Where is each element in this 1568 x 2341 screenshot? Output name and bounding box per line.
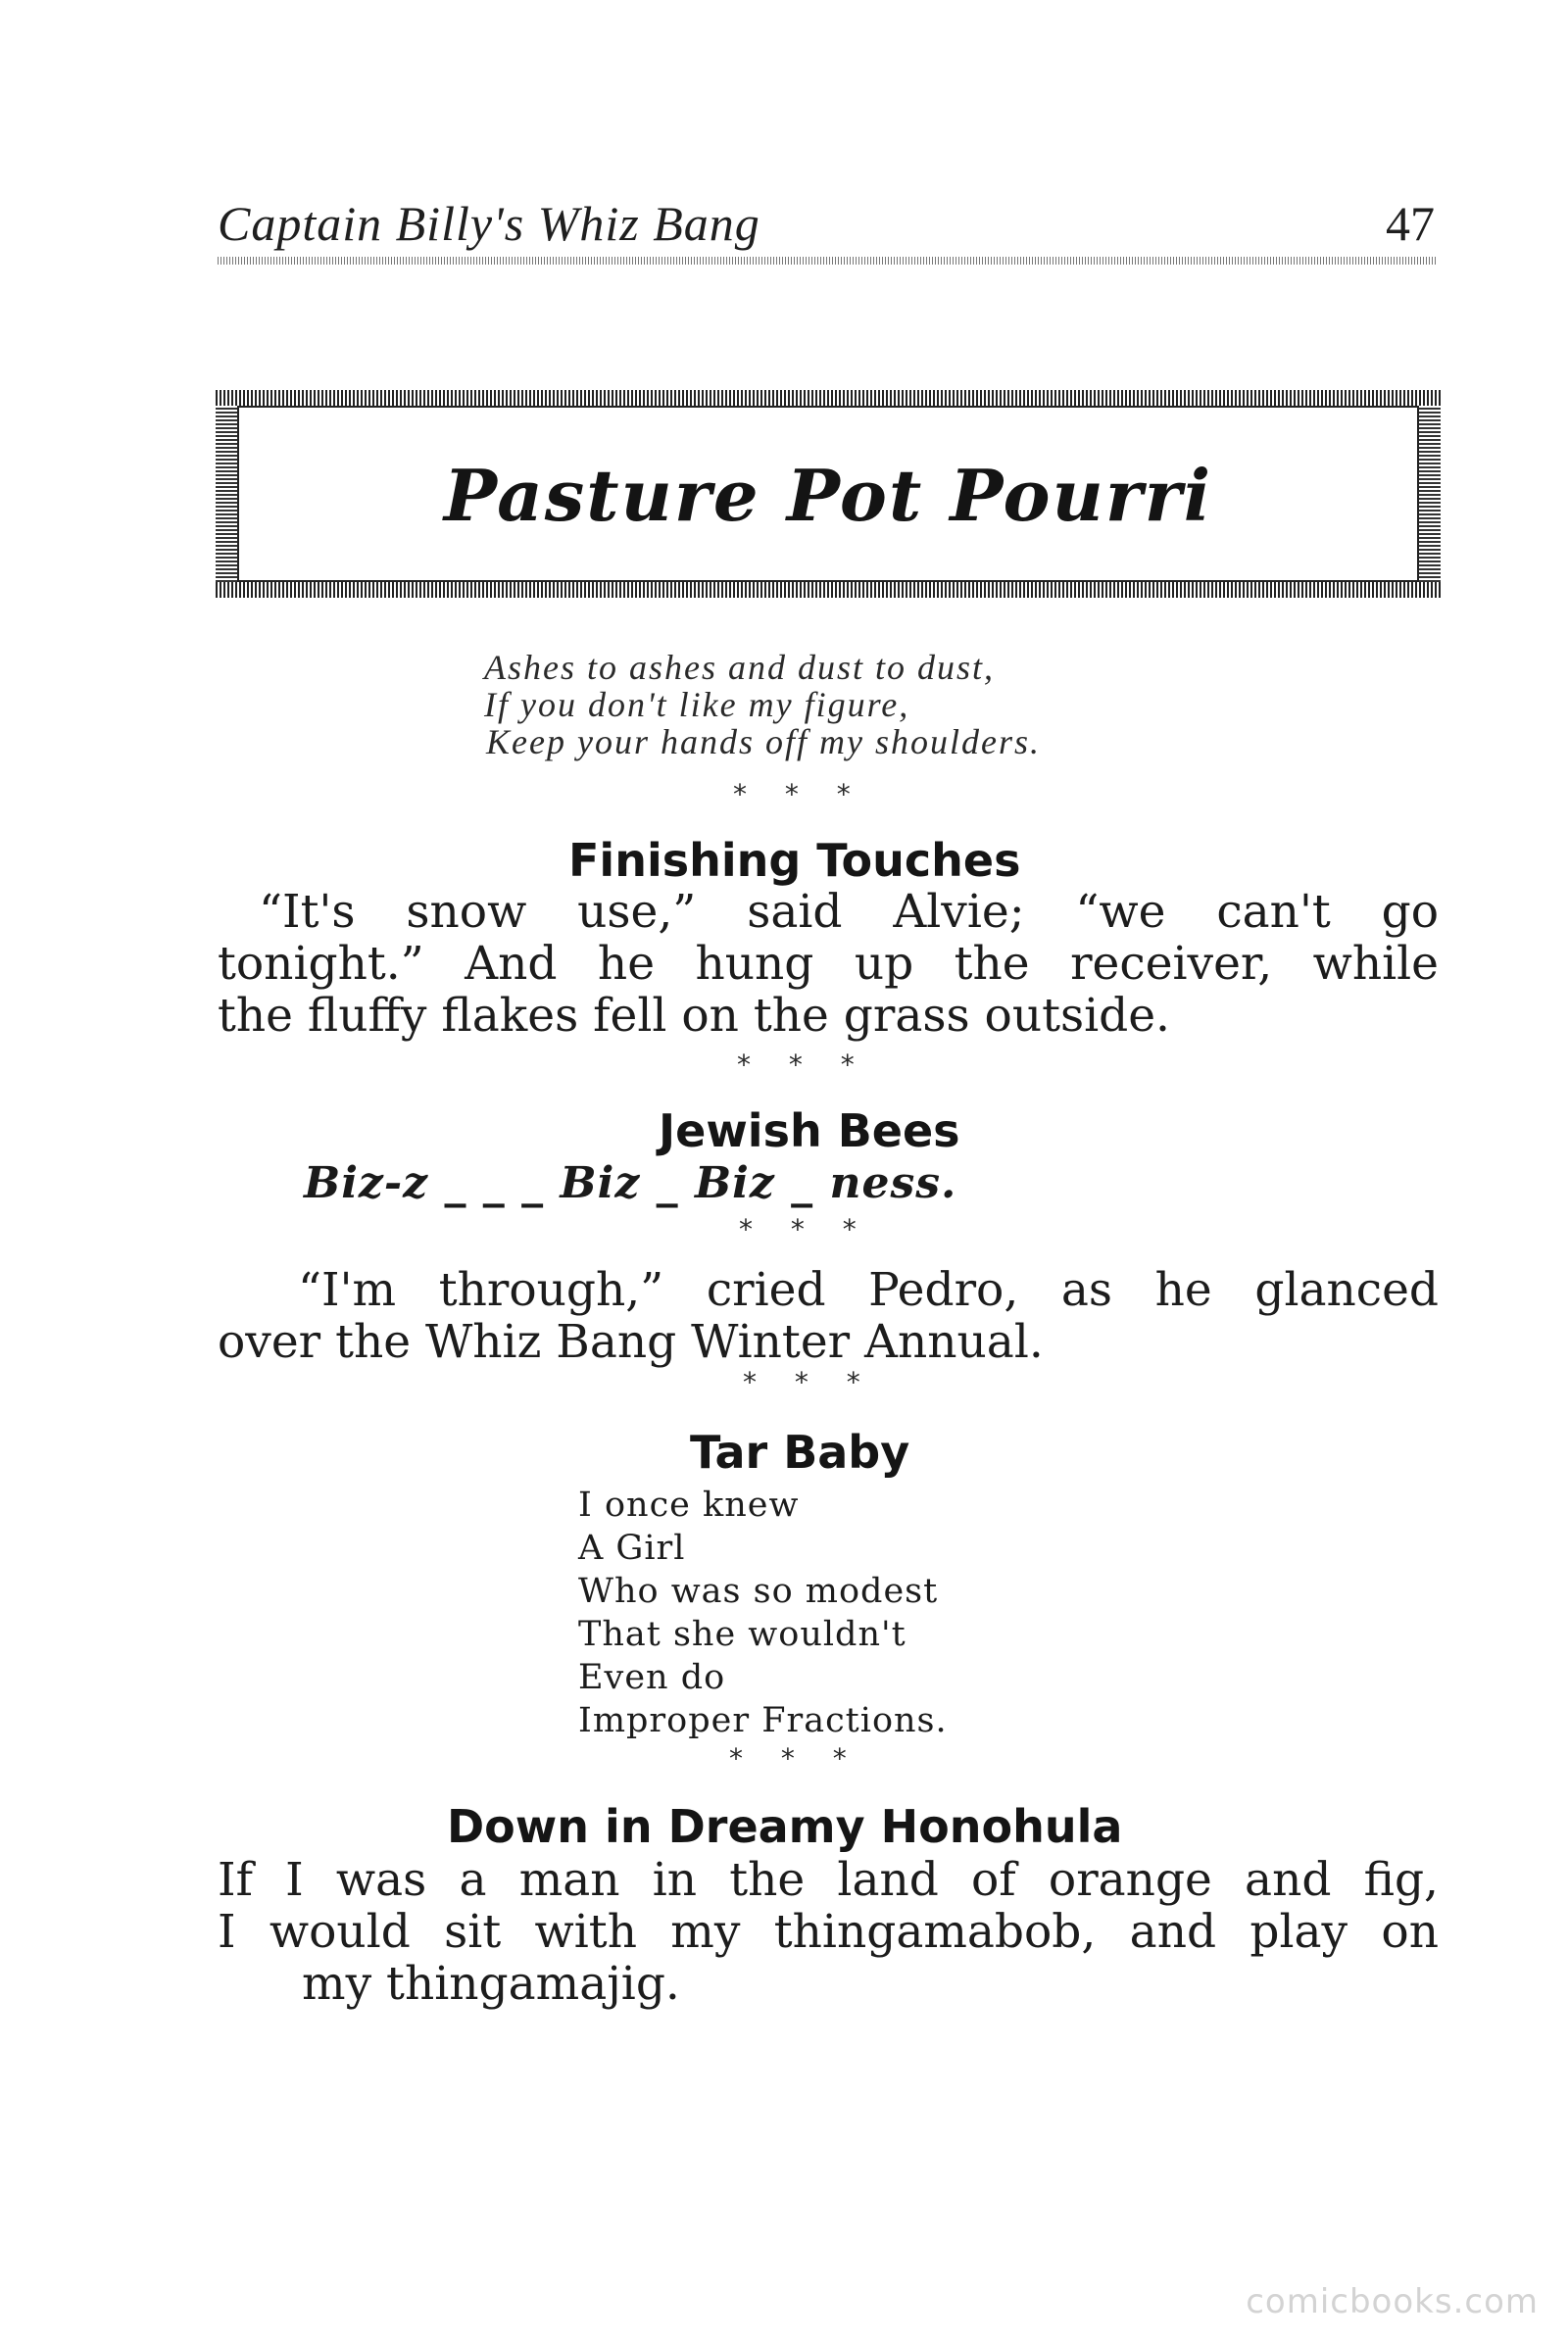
paragraph-line: my thingamajig. <box>302 1957 680 2011</box>
bees-line: Biz-z _ _ _ Biz _ Biz _ ness. <box>304 1158 957 1208</box>
heading-finishing-touches: Finishing Touches <box>568 834 1021 887</box>
poem-line: That she wouldn't <box>578 1615 906 1654</box>
heading-jewish-bees: Jewish Bees <box>659 1104 960 1157</box>
page-number: 47 <box>1386 196 1435 251</box>
poem-line: Even do <box>578 1658 726 1697</box>
banner-border-right <box>1419 406 1441 582</box>
paragraph-line: tonight.” And he hung up the receiver, while <box>218 937 1439 991</box>
section-title: Pasture Pot Pourri <box>443 454 1213 537</box>
verse-line: Keep your hands off my shoulders. <box>486 722 1041 761</box>
site-watermark: comicbooks.com <box>1246 2282 1539 2321</box>
header-rule <box>218 257 1437 265</box>
verse-line: Ashes to ashes and dust to dust, <box>484 648 996 687</box>
poem-line: Improper Fractions. <box>578 1701 948 1740</box>
separator-stars: * * * <box>743 1366 860 1398</box>
paragraph-honohula <box>218 1854 1439 2010</box>
paragraph-line: the fluffy flakes fell on the grass outside. <box>218 989 1170 1043</box>
paragraph-line: I would sit with my thingamabob, and play on <box>218 1905 1439 1959</box>
opening-verse <box>484 649 1041 760</box>
paragraph-finishing-touches <box>218 886 1439 1042</box>
banner-border-bottom <box>216 582 1441 598</box>
banner-border-top <box>216 390 1441 406</box>
separator-stars: * * * <box>737 1049 855 1081</box>
banner-border-left <box>216 406 237 582</box>
separator-stars: * * * <box>733 778 851 810</box>
tar-baby-poem <box>578 1484 948 1742</box>
poem-line: A Girl <box>578 1529 686 1568</box>
separator-stars: * * * <box>729 1742 847 1775</box>
paragraph-line: If I was a man in the land of orange and fig, <box>218 1853 1439 1907</box>
paragraph-pedro <box>218 1264 1439 1368</box>
banner-frame <box>237 406 1419 582</box>
poem-line: Who was so modest <box>578 1572 939 1611</box>
paragraph-line: “It's snow use,” said Alvie; “we can't go <box>259 885 1439 939</box>
heading-tar-baby: Tar Baby <box>690 1426 910 1479</box>
separator-stars: * * * <box>739 1213 857 1245</box>
poem-line: I once knew <box>578 1486 800 1525</box>
paragraph-line: over the Whiz Bang Winter Annual. <box>218 1315 1044 1369</box>
heading-honohula: Down in Dreamy Honohula <box>447 1800 1123 1853</box>
paragraph-line: “I'm through,” cried Pedro, as he glanced <box>298 1263 1439 1317</box>
verse-line: If you don't like my figure, <box>484 685 910 724</box>
running-title: Captain Billy's Whiz Bang <box>218 196 760 251</box>
section-banner <box>216 390 1441 598</box>
running-header <box>218 194 1435 255</box>
